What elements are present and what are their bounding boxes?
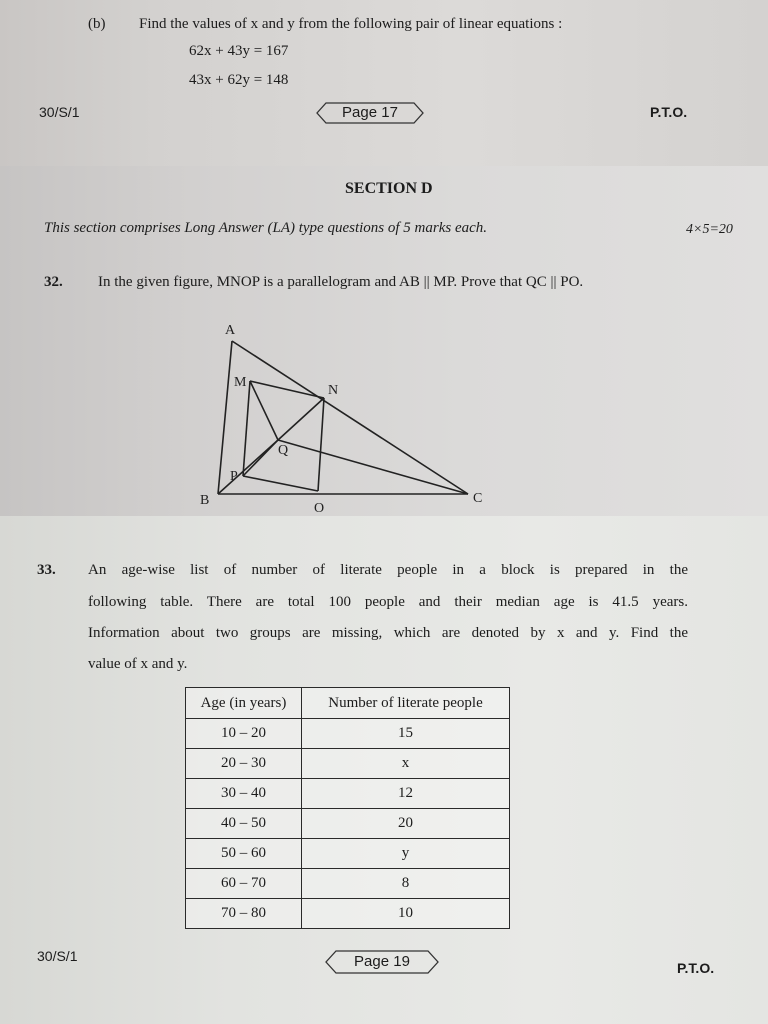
count-cell: 10 [302,899,510,929]
question-32-number: 32. [44,274,63,290]
bottom-page-number-badge [325,950,439,972]
question-33-line-1: An age-wise list of number of literate people in a block is prepared in the [88,562,688,578]
line-mn [250,381,324,398]
page-number: Page 17 [342,104,398,121]
equation-1: 62x + 43y = 167 [189,43,289,59]
age-cell: 70 – 80 [186,899,302,929]
count-cell: y [302,839,510,869]
bottom-paper-code: 30/S/1 [37,948,78,964]
table-row [186,899,510,929]
count-cell: x [302,749,510,779]
section-description: This section comprises Long Answer (LA) type questions of 5 marks each. [44,220,488,236]
label-a: A [225,323,236,338]
line-pm [243,381,250,476]
line-op [243,476,318,491]
question-32-text: In the given figure, MNOP is a parallelogram and AB || MP. Prove that QC || PO. [98,274,584,290]
line-qc [278,440,468,494]
equation-2: 43x + 62y = 148 [189,72,289,88]
line-no [318,398,324,491]
label-o: O [314,501,325,516]
count-cell: 12 [302,779,510,809]
table-row [186,779,510,809]
label-n: N [328,383,339,398]
age-cell: 40 – 50 [186,809,302,839]
question-33-line-4: value of x and y. [88,656,188,672]
table-header-row [186,688,510,719]
section-d-strip [0,166,768,516]
line-mq [250,381,278,440]
label-p: P [230,469,238,484]
age-cell: 10 – 20 [186,719,302,749]
bottom-pto-label: P.T.O. [677,960,715,976]
label-m: M [234,375,247,390]
age-cell: 50 – 60 [186,839,302,869]
table-row [186,839,510,869]
table-row [186,749,510,779]
question-33-number: 33. [37,562,56,578]
header-age: Age (in years) [186,688,302,719]
line-bq [218,440,278,494]
table-row [186,719,510,749]
section-title: SECTION D [345,180,433,197]
header-count: Number of literate people [302,688,510,719]
part-label: (b) [88,16,106,32]
table-row [186,869,510,899]
age-cell: 20 – 30 [186,749,302,779]
section-marks: 4×5=20 [686,222,733,237]
label-q: Q [278,443,289,458]
paper-code: 30/S/1 [39,104,80,120]
count-cell: 8 [302,869,510,899]
count-cell: 20 [302,809,510,839]
line-qn [278,398,324,440]
age-cell: 30 – 40 [186,779,302,809]
label-b: B [200,493,210,508]
bottom-page-number: Page 19 [354,953,410,970]
count-cell: 15 [302,719,510,749]
label-c: C [473,491,483,506]
question-b-text: Find the values of x and y from the following pair of linear equations : [139,16,563,32]
pto-label: P.T.O. [650,104,688,120]
parallelogram-figure [190,316,500,516]
age-distribution-table [185,687,510,929]
age-cell: 60 – 70 [186,869,302,899]
question-33-line-2: following table. There are total 100 people and their median age is 41.5 years. [88,594,688,610]
table-row [186,809,510,839]
page-17-strip [0,0,768,166]
page-number-badge [316,102,424,124]
question-33-line-3: Information about two groups are missing, which are denoted by x and y. Find the [88,625,688,641]
